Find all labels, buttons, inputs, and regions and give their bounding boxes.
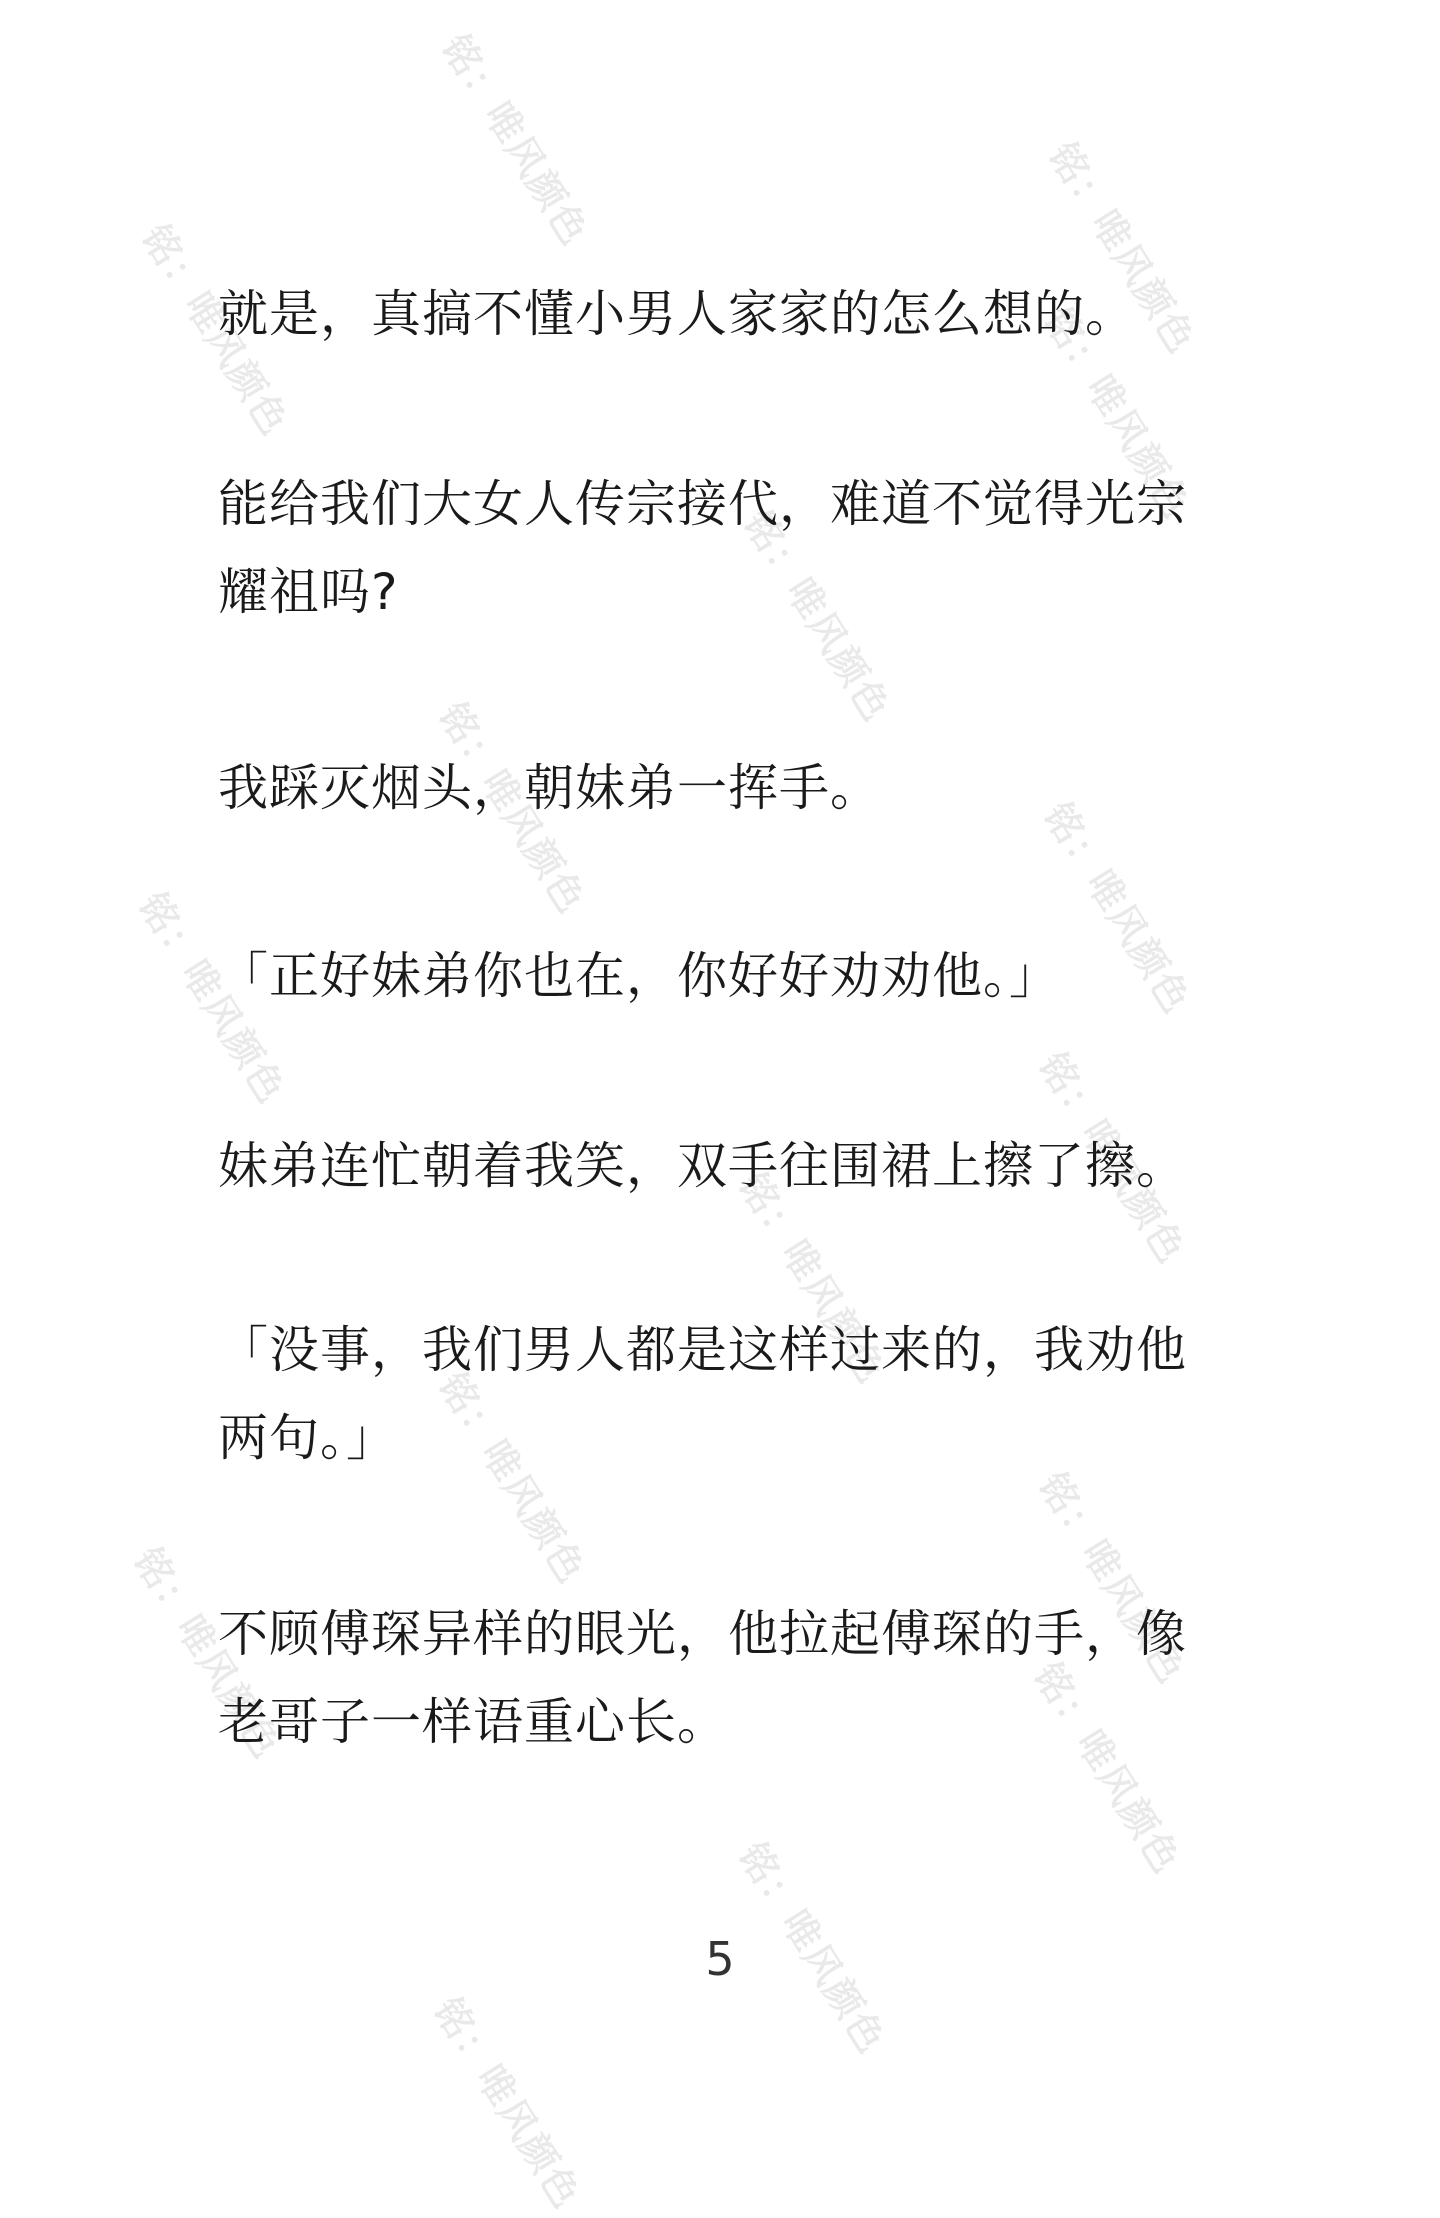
watermark: 铭：唯风颜色 [433,26,598,254]
watermark: 铭：唯风颜色 [730,1164,895,1392]
watermark: 铭：唯风颜色 [1035,794,1200,1022]
paragraph: 能给我们大女人传宗接代，难道不觉得光宗耀祖吗? [218,475,1187,621]
watermark: 铭：唯风颜色 [133,216,298,444]
paragraph: 就是，真搞不懂小男人家家的怎么想的。 [218,285,1136,343]
paragraph: 不顾傅琛异样的眼光，他拉起傅琛的手，像老哥子一样语重心长。 [218,1605,1187,1751]
watermark: 铭：唯风颜色 [1030,1044,1195,1272]
watermark: 铭：唯风颜色 [430,694,595,922]
watermark: 铭：唯风颜色 [735,502,900,730]
page-number: 5 [705,1932,735,1986]
watermark: 铭：唯风颜色 [1025,1654,1190,1882]
watermark: 铭：唯风颜色 [425,1989,590,2217]
watermark: 铭：唯风颜色 [130,884,295,1112]
watermark: 铭：唯风颜色 [730,1834,895,2062]
paragraph: 我踩灭烟头，朝妹弟一挥手。 [218,759,881,817]
paragraph: 「没事，我们男人都是这样过来的，我劝他两句。」 [218,1321,1187,1467]
watermark: 铭：唯风颜色 [125,1539,290,1767]
watermark: 铭：唯风颜色 [1035,299,1200,527]
watermark: 铭：唯风颜色 [430,1364,595,1592]
watermark: 铭：唯风颜色 [1040,134,1205,362]
paragraph: 妹弟连忙朝着我笑，双手往围裙上擦了擦。 [218,1137,1187,1195]
paragraph: 「正好妹弟你也在，你好好劝劝他。」 [218,947,1060,1005]
watermark: 铭：唯风颜色 [1030,1464,1195,1692]
